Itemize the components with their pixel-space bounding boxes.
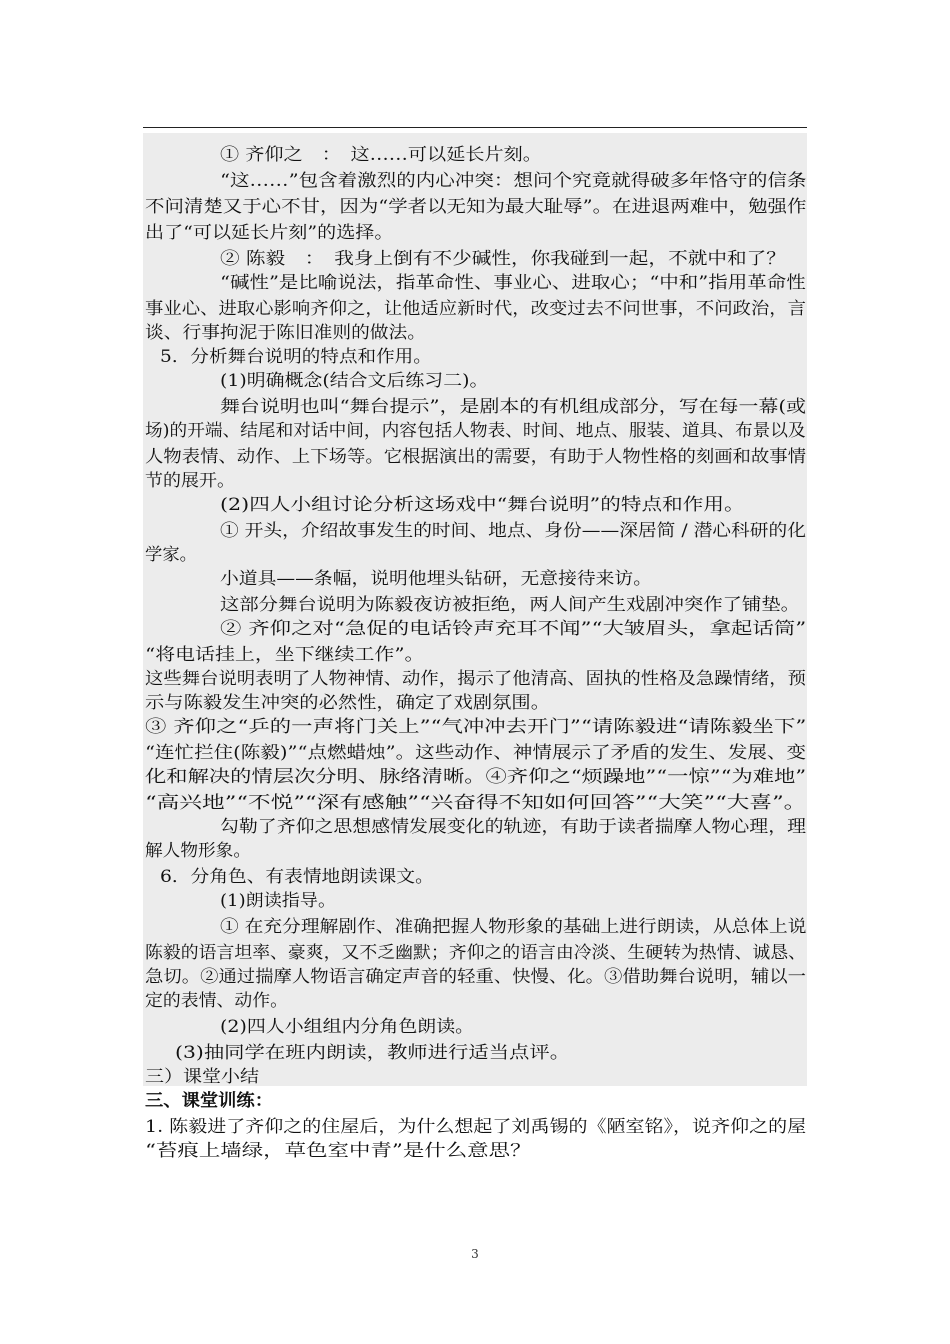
text-line: 示与陈毅发生冲突的必然性，确定了戏剧氛围。: [145, 693, 550, 713]
text-line: 陈毅的语言坦率、豪爽，又不乏幽默；齐仰之的语言由冷淡、生硬转为热情、诚恳、: [145, 943, 806, 963]
text-line: 谈、行事拘泥于陈旧准则的做法。: [145, 323, 426, 343]
text-line: 人物表情、动作、上下场等。它根据演出的需要，有助于人物性格的刻画和故事情: [145, 447, 806, 467]
text-line: ① 齐仰之 ： 这……可以延长片刻。: [220, 145, 542, 165]
text-line: 定的表情、动作。: [145, 991, 288, 1011]
text-line: “碱性”是比喻说法，指革命性、事业心、进取心；“中和”指用革命性: [220, 273, 806, 293]
text-line: “连忙拦住(陈毅)”“点燃蜡烛”。这些动作、神情展示了矛盾的发生、发展、变: [145, 743, 807, 763]
text-line: 学家。: [145, 545, 197, 565]
text-line: ② 齐仰之对“急促的电话铃声充耳不闻”“大皱眉头，拿起话筒”: [220, 619, 807, 639]
text-line: 舞台说明也叫“舞台提示”，是剧本的有机组成部分，写在每一幕(或: [220, 397, 807, 417]
text-line: (1)明确概念(结合文后练习二)。: [220, 371, 489, 391]
text-line: 急切。②通过揣摩人物语言确定声音的轻重、快慢、化。③借助舞台说明，辅以一: [145, 967, 806, 987]
text-line: 不问清楚又于心不甘，因为“学者以无知为最大耻辱”。在进退两难中，勉强作: [145, 197, 807, 217]
text-line: 1. 陈毅进了齐仰之的住屋后，为什么想起了刘禹锡的《陋室铭》，说齐仰之的屋: [145, 1117, 807, 1137]
text-line: 出了“可以延长片刻”的选择。: [145, 223, 394, 243]
text-line: ① 开头，介绍故事发生的时间、地点、身份——深居简 / 潜心科研的化: [220, 521, 806, 541]
text-line: 化和解决的情层次分明、脉络清晰。④齐仰之“烦躁地”“一惊”“为难地”: [145, 767, 807, 787]
text-line: 5．分析舞台说明的特点和作用。: [160, 347, 432, 367]
text-line: 场)的开端、结尾和对话中间，内容包括人物表、时间、地点、服装、道具、布景以及: [145, 421, 806, 441]
text-line: 解人物形象。: [145, 841, 251, 861]
text-line: 三）课堂小结: [145, 1067, 259, 1087]
text-line: 6．分角色、有表情地朗读课文。: [160, 867, 434, 887]
page-number: 3: [471, 1247, 479, 1261]
text-line: 勾勒了齐仰之思想感情发展变化的轨迹，有助于读者揣摩人物心理，理: [220, 817, 806, 837]
text-line: ② 陈毅 ： 我身上倒有不少碱性，你我碰到一起，不就中和了？: [220, 249, 786, 269]
text-line: “高兴地”“不悦”“深有感触”“兴奋得不知如何回答”“大笑”“大喜”。: [145, 793, 807, 813]
text-line: (1)朗读指导。: [220, 891, 337, 911]
text-line: “苔痕上墙绿，草色室中青”是什么意思？: [145, 1141, 532, 1161]
text-line: ① 在充分理解剧作、准确把握人物形象的基础上进行朗读，从总体上说: [220, 917, 807, 937]
text-line: (2)四人小组组内分角色朗读。: [220, 1017, 475, 1037]
text-line: “这……”包含着激烈的内心冲突：想问个究竟就得破多年恪守的信条: [220, 171, 807, 191]
text-line: ③ 齐仰之“乒的一声将门关上”“气冲冲去开门”“请陈毅进“请陈毅坐下”: [145, 717, 807, 737]
header-rule: [143, 127, 807, 128]
text-line: 这部分舞台说明为陈毅夜访被拒绝，两人间产生戏剧冲突作了铺垫。: [220, 595, 800, 615]
text-line: 事业心、进取心影响齐仰之，让他适应新时代，改变过去不问世事，不问政治，言: [145, 299, 806, 319]
text-line: 小道具——条幅，说明他埋头钻研，无意接待来访。: [220, 569, 652, 589]
text-line: 这些舞台说明表明了人物神情、动作，揭示了他清高、固执的性格及急躁情绪，预: [145, 669, 806, 689]
text-line: (2)四人小组讨论分析这场戏中“舞台说明”的特点和作用。: [220, 495, 745, 515]
text-line: 节的展开。: [145, 471, 235, 491]
text-line: 三、课堂训练：: [145, 1091, 273, 1111]
text-line: “将电话挂上，坐下继续工作”。: [145, 645, 425, 665]
text-line: (3)抽同学在班内朗读，教师进行适当点评。: [175, 1043, 571, 1063]
